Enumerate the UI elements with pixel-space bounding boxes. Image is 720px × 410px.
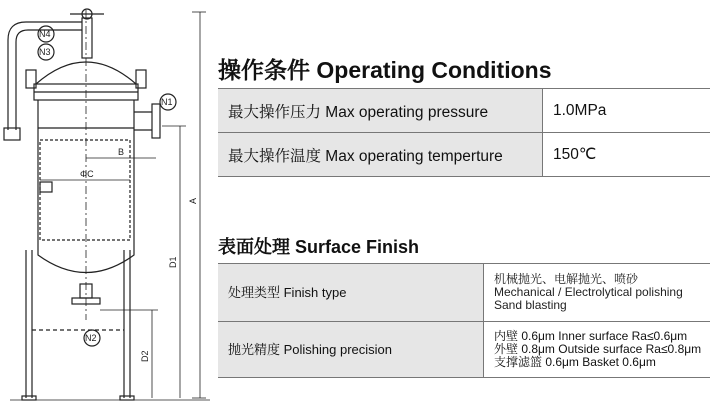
temperature-label: 最大操作温度 Max operating temperture bbox=[218, 133, 543, 177]
label-a: A bbox=[188, 197, 198, 204]
finish-type-label: 处理类型 Finish type bbox=[218, 264, 484, 322]
label-n3: N3 bbox=[39, 47, 51, 57]
label-phi-c: ΦC bbox=[80, 169, 94, 179]
precision-line: 外壁 0.8μm Outside surface Ra≤0.8μm bbox=[494, 342, 702, 356]
precision-line: 内壁 0.6μm Inner surface Ra≤0.6μm bbox=[494, 329, 688, 343]
table-row bbox=[218, 133, 710, 177]
label-n4: N4 bbox=[39, 29, 51, 39]
label-b: B bbox=[118, 147, 125, 157]
polishing-precision-value bbox=[484, 322, 711, 378]
table-row bbox=[218, 322, 710, 378]
pressure-value: 1.0MPa bbox=[543, 89, 711, 133]
operating-conditions-table bbox=[218, 88, 710, 177]
finish-type-line: 机械抛光、电解抛光、喷砂 bbox=[494, 272, 639, 286]
table-row bbox=[218, 264, 710, 322]
finish-type-line: Mechanical / Electrolytical polishing bbox=[494, 285, 683, 299]
surface-finish-table bbox=[218, 263, 710, 378]
label-d1: D1 bbox=[168, 256, 178, 268]
temperature-value: 150℃ bbox=[543, 133, 711, 177]
operating-conditions-heading: 操作条件 Operating Conditions bbox=[218, 57, 552, 83]
pressure-label: 最大操作压力 Max operating pressure bbox=[218, 89, 543, 133]
label-n2: N2 bbox=[85, 333, 97, 343]
surface-finish-heading: 表面处理 Surface Finish bbox=[218, 237, 420, 257]
label-d2: D2 bbox=[140, 350, 150, 362]
precision-line: 支撑滤篮 0.6μm Basket 0.6μm bbox=[494, 355, 656, 369]
finish-type-line: Sand blasting bbox=[494, 298, 567, 312]
polishing-precision-label: 抛光精度 Polishing precision bbox=[218, 322, 484, 378]
table-row bbox=[218, 89, 710, 133]
filter-housing-drawing bbox=[0, 0, 215, 410]
label-n1: N1 bbox=[161, 97, 173, 107]
finish-type-value bbox=[484, 264, 711, 322]
